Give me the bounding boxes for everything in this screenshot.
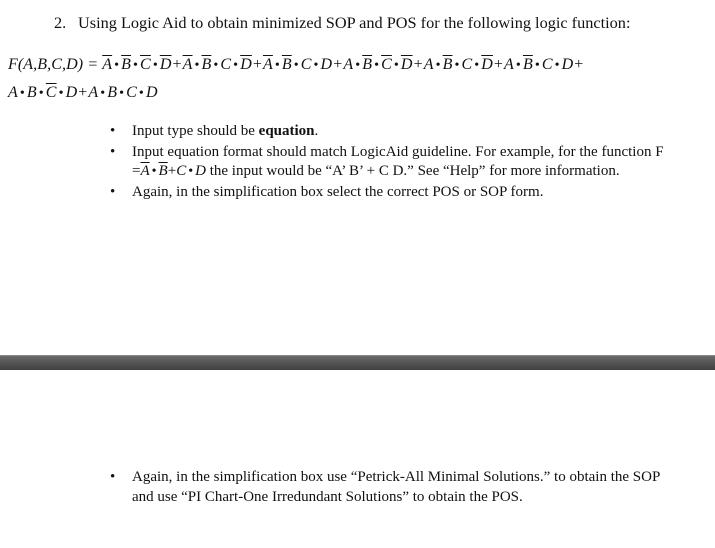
page-separator	[0, 355, 715, 371]
and-dot: •	[233, 58, 239, 73]
and-dot: •	[515, 58, 521, 73]
and-dot: •	[138, 86, 144, 101]
example-plus: +	[167, 163, 177, 180]
literal-complemented: $\overline{A}$	[182, 56, 193, 73]
literal-complemented: $\overline{C}$	[45, 84, 57, 101]
literal-complemented: $\overline{D}$	[481, 56, 493, 73]
literal: A	[8, 84, 18, 101]
and-dot: •	[119, 86, 125, 101]
literal: C	[126, 84, 137, 101]
example-dot: •	[151, 164, 157, 180]
literal: D	[561, 56, 574, 73]
and-dot: •	[133, 58, 139, 73]
and-dot: •	[19, 86, 25, 101]
and-dot: •	[213, 58, 219, 73]
literal: B	[26, 84, 37, 101]
instruction-text: Again, in the simplification box use “Petrick-All Minimal Solutions.” to obtain the SOP and use “PI Chart-One Irredundant Solutions” to obtain the POS.	[132, 469, 660, 505]
instruction-text: Input type should be	[132, 123, 259, 139]
literal: B	[107, 84, 118, 101]
literal-complemented: $\overline{D}$	[400, 56, 413, 73]
literal: D	[65, 84, 78, 101]
example-var-a: $\overline{A}$	[140, 163, 150, 180]
literal-complemented: $\overline{B}$	[121, 56, 132, 73]
literal: C	[461, 56, 473, 73]
equals-sign: =	[88, 56, 98, 73]
example-var-d: D	[195, 163, 206, 180]
and-dot: •	[435, 58, 441, 73]
example-dot: •	[188, 164, 194, 180]
or-plus: +	[493, 56, 504, 73]
literal: A	[88, 84, 99, 101]
equation-line-2	[8, 84, 158, 102]
question-text: Using Logic Aid to obtain minimized SOP and POS for the following logic function:	[78, 13, 631, 32]
literal-complemented: $\overline{B}$	[201, 56, 212, 73]
and-dot: •	[274, 58, 280, 73]
literal-complemented: $\overline{A}$	[262, 56, 273, 73]
instruction-item-format	[110, 143, 670, 182]
and-dot: •	[293, 58, 299, 73]
and-dot: •	[194, 58, 200, 73]
and-dot: •	[152, 58, 158, 73]
literal-complemented: $\overline{D}$	[240, 56, 252, 73]
literal-complemented: $\overline{C}$	[381, 56, 392, 73]
and-dot: •	[474, 58, 480, 73]
literal: C	[220, 56, 232, 73]
or-plus: +	[574, 56, 584, 73]
literal-complemented: $\overline{B}$	[362, 56, 373, 73]
and-dot: •	[100, 86, 106, 101]
question-number: 2.	[54, 13, 67, 32]
or-plus: +	[333, 56, 343, 73]
and-dot: •	[58, 86, 64, 101]
literal-complemented: $\overline{C}$	[140, 56, 151, 73]
instruction-bold-keyword: equation	[258, 123, 315, 139]
or-plus: +	[413, 56, 423, 73]
literal-complemented: $\overline{B}$	[442, 56, 453, 73]
instruction-text: .	[314, 123, 319, 139]
and-dot: •	[355, 58, 361, 73]
and-dot: •	[554, 58, 560, 73]
instruction-item-simplification	[110, 183, 670, 203]
and-dot: •	[114, 58, 120, 73]
literal: C	[300, 56, 312, 73]
and-dot: •	[313, 58, 319, 73]
instruction-text: Input equation format should match LogicAid guideline. For example, for the function F =	[132, 143, 664, 180]
question-heading	[54, 13, 630, 33]
literal-complemented: $\overline{B}$	[522, 56, 533, 73]
example-var-c: C	[176, 163, 187, 180]
or-plus: +	[78, 84, 88, 101]
instruction-text: Again, in the simplification box select the correct POS or SOP form.	[132, 183, 544, 200]
example-var-b: $\overline{B}$	[158, 163, 168, 180]
and-dot: •	[38, 86, 44, 101]
literal: D	[145, 84, 158, 101]
literal-complemented: $\overline{B}$	[281, 56, 292, 73]
instruction-text: the input would be “A’ B’ + C D.” See “Help” for more information.	[205, 163, 620, 180]
and-dot: •	[374, 58, 380, 73]
literal-complemented: $\overline{D}$	[159, 56, 172, 73]
instruction-list-continued	[110, 468, 670, 508]
literal: A	[343, 56, 354, 73]
literal: A	[504, 56, 514, 73]
and-dot: •	[393, 58, 399, 73]
function-lhs: F(A,B,C,D)	[8, 56, 84, 73]
and-dot: •	[534, 58, 540, 73]
literal: A	[423, 56, 434, 73]
instruction-list	[110, 122, 670, 203]
or-plus: +	[252, 56, 262, 73]
document-page-bottom	[0, 370, 715, 548]
and-dot: •	[454, 58, 460, 73]
or-plus: +	[172, 56, 182, 73]
literal: C	[541, 56, 553, 73]
instruction-item-input-type	[110, 122, 670, 142]
literal: D	[320, 56, 333, 73]
instruction-item-petrick	[110, 468, 670, 507]
literal-complemented: $\overline{A}$	[102, 56, 113, 73]
equation-line-1	[8, 56, 584, 74]
